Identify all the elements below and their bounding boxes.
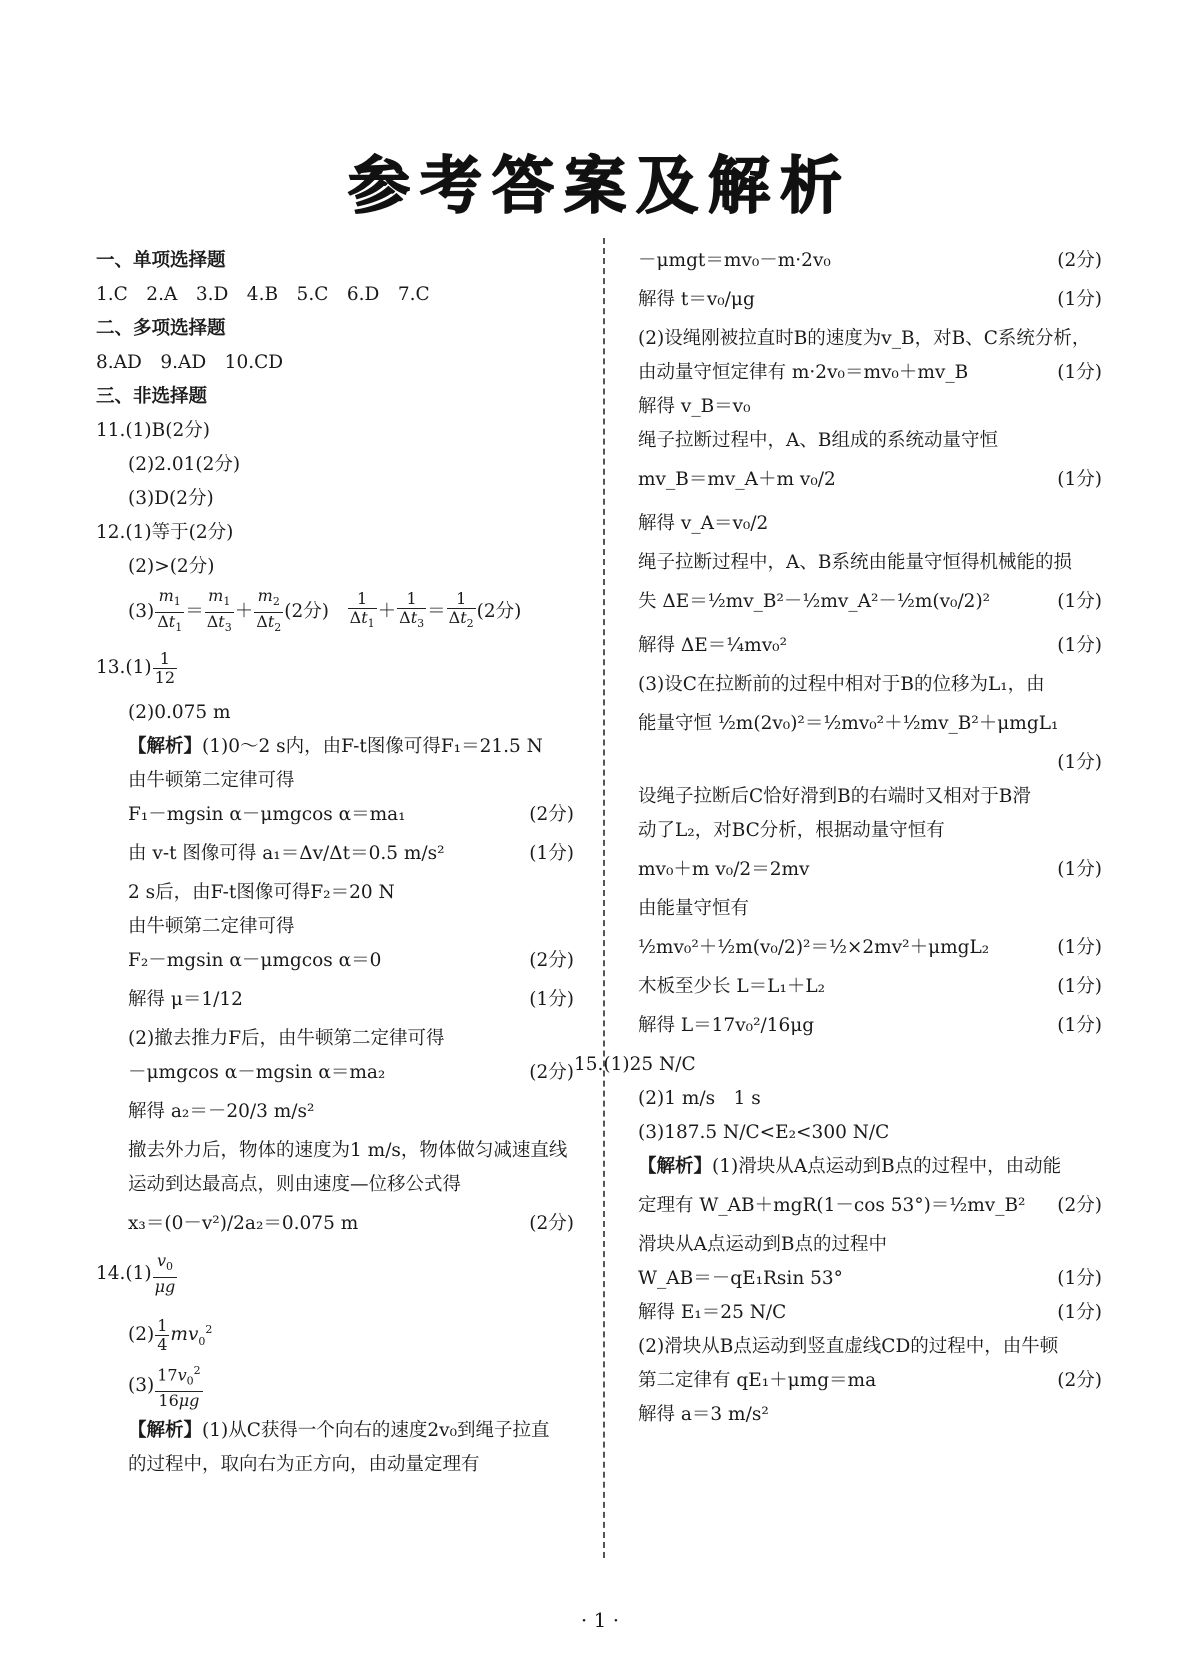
answer-line: 13.(1) $\frac{1}{12}$ (96, 648, 175, 687)
score: (1分) (1057, 635, 1102, 656)
equation-line: ½mv₀²＋½m(v₀/2)²＝½×2mv²＋μmgL₂ (1分) (638, 926, 1102, 970)
explanation-line: 绳子拉断过程中，A、B组成的系统动量守恒 (638, 430, 998, 451)
explanation-line: 【解析】(1)滑块从A点运动到B点的过程中，由动能 (638, 1156, 1062, 1177)
equation-line: 解得 μ＝1/12 (1分) (96, 978, 574, 1022)
equation-line: 解得 v_A＝v₀/2 (638, 513, 769, 534)
score: (2分) (1057, 1195, 1102, 1216)
explanation-tag: 【解析】 (128, 1420, 203, 1441)
answer-line: 15.(1)25 N/C (574, 1054, 696, 1075)
explanation-line: 撤去外力后，物体的速度为1 m/s，物体做匀减速直线 (128, 1140, 568, 1161)
score: (1分) (1057, 752, 1102, 773)
equation-line: 解得 E₁＝25 N/C (1分) (638, 1296, 1102, 1330)
explanation-line: 的过程中，取向右为正方向，由动量定理有 (128, 1454, 480, 1475)
score: (2分) (1057, 1370, 1102, 1391)
explanation-line: 绳子拉断过程中，A、B系统由能量守恒得机械能的损 (638, 552, 1072, 573)
explanation-line: 由能量守恒有 (638, 898, 750, 919)
score: (1分) (1057, 591, 1102, 612)
equation-line: 木板至少长 L＝L₁＋L₂ (1分) (638, 970, 1102, 1004)
answer-line: (2)2.01(2分) (128, 454, 241, 475)
section-heading: 一、单项选择题 (96, 250, 226, 271)
equation-line: 解得 a₂＝－20/3 m/s² (128, 1101, 315, 1122)
score: (1分) (1057, 289, 1102, 310)
equation-line: －μmgcos α－mgsin α＝ma₂ (2分) (96, 1056, 574, 1090)
explanation-line: (3)设C在拉断前的过程中相对于B的位移为L₁，由 (638, 674, 1045, 695)
explanation-line: 设绳子拉断后C恰好滑到B的右端时又相对于B滑 (638, 786, 1031, 807)
equation-line: 解得 ΔE＝¼mv₀² (1分) (638, 624, 1102, 668)
equation-line: 解得 t＝v₀/μg (1分) (638, 278, 1102, 322)
score-line (638, 746, 1102, 780)
page-title: 参考答案及解析 (347, 149, 852, 222)
equation-line: －μmgt＝mv₀－m·2v₀ (2分) (638, 244, 1102, 278)
equation-line: 定理有 W_AB＋mgR(1－cos 53°)＝½mv_B² (2分) (638, 1184, 1102, 1228)
equation-line: x₃＝(0－v²)/2a₂＝0.075 m (2分) (96, 1202, 574, 1246)
answer-line: 11.(1)B(2分) (96, 420, 210, 441)
section-heading: 二、多项选择题 (96, 318, 226, 339)
answer-line: (3) $\frac{m_1}{\Delta t_1}$ ＝ $\frac{m_1}{\Delta t_3}$ ＋ $\frac{m_2}{\Delta t_2}$ (2分) $\frac{1}{\Delta t_1}$ ＋ $\frac{1}{\Delta t_3}$ ＝ $\frac{1}{\Delta t_2}$ (2分) (128, 586, 522, 634)
equation-line: 失 ΔE＝½mv_B²－½mv_A²－½m(v₀/2)² (1分) (638, 580, 1102, 624)
score: (2分) (529, 950, 574, 971)
score: (1分) (1057, 469, 1102, 490)
equation-line: 由动量守恒定律有 m·2v₀＝mv₀＋mv_B (1分) (638, 356, 1102, 390)
equation-line: 能量守恒 ½m(2v₀)²＝½mv₀²＋½mv_B²＋μmgL₁ (638, 713, 1059, 734)
explanation-tag: 【解析】 (638, 1156, 713, 1177)
answer-line: 12.(1)等于(2分) (96, 522, 234, 543)
score: (2分) (529, 804, 574, 825)
explanation-line: (2)设绳刚被拉直时B的速度为v_B，对B、C系统分析， (638, 328, 1091, 349)
equation-line: 解得 L＝17v₀²/16μg (1分) (638, 1004, 1102, 1048)
score: (1分) (1057, 1015, 1102, 1036)
equation-line: W_AB＝－qE₁Rsin 53° (1分) (638, 1262, 1102, 1296)
answer-line: 14.(1) $\frac{v_0}{\mu g}$ (96, 1251, 176, 1296)
score: (1分) (529, 843, 574, 864)
explanation-line: 动了L₂，对BC分析，根据动量守恒有 (638, 820, 945, 841)
explanation-line: 滑块从A点运动到B点的过程中 (638, 1234, 887, 1255)
equation-line: 第二定律有 qE₁＋μmg＝ma (2分) (638, 1364, 1102, 1398)
equation-line: F₂－mgsin α－μmgcos α＝0 (2分) (96, 944, 574, 978)
score: (1分) (1057, 937, 1102, 958)
equation-line: 解得 v_B＝v₀ (638, 396, 751, 417)
answer-line: (2)0.075 m (128, 702, 231, 723)
explanation-tag: 【解析】 (128, 736, 203, 757)
score: (2分) (529, 1062, 574, 1083)
answer-line: (3)187.5 N/C<E₂<300 N/C (638, 1122, 890, 1143)
answer-line: 8.AD 9.AD 10.CD (96, 352, 284, 373)
answer-line: (2) $\frac{1}{4}$ $mv_0^2$ (128, 1315, 213, 1354)
score: (1分) (1057, 976, 1102, 997)
explanation-line: 2 s后，由F-t图像可得F₂＝20 N (128, 882, 395, 903)
equation-line: 由 v-t 图像可得 a₁＝Δv/Δt＝0.5 m/s² (1分) (96, 832, 574, 876)
equation-line: mv_B＝mv_A＋m v₀/2 (1分) (638, 458, 1102, 502)
equation-line: F₁－mgsin α－μmgcos α＝ma₁ (2分) (96, 798, 574, 832)
explanation-line: (2)滑块从B点运动到竖直虚线CD的过程中，由牛顿 (638, 1336, 1059, 1357)
explanation-line: (2)撤去推力F后，由牛顿第二定律可得 (128, 1028, 445, 1049)
equation-line: mv₀＋m v₀/2＝2mv (1分) (638, 848, 1102, 892)
left-column (96, 244, 574, 1482)
answer-line: (2)>(2分) (128, 556, 215, 577)
score: (2分) (529, 1213, 574, 1234)
score: (1分) (1057, 1268, 1102, 1289)
equation-line: 解得 a＝3 m/s² (638, 1404, 769, 1425)
explanation-line: 【解析】(1)0～2 s内，由F-t图像可得F₁＝21.5 N (128, 736, 543, 757)
answer-line: (3) $\frac{17v_0^2}{16\mu g}$ (128, 1364, 201, 1410)
answer-line: 1.C 2.A 3.D 4.B 5.C 6.D 7.C (96, 284, 430, 305)
score: (1分) (529, 989, 574, 1010)
explanation-line: 【解析】(1)从C获得一个向右的速度2v₀到绳子拉直 (128, 1420, 550, 1441)
score: (1分) (1057, 1302, 1102, 1323)
answer-line: (3)D(2分) (128, 488, 214, 509)
right-column (574, 244, 1102, 1432)
score: (1分) (1057, 859, 1102, 880)
explanation-line: 由牛顿第二定律可得 (128, 916, 295, 937)
score: (1分) (1057, 362, 1102, 383)
answer-line: (2)1 m/s 1 s (638, 1088, 761, 1109)
explanation-line: 由牛顿第二定律可得 (128, 770, 295, 791)
page-number: · 1 · (580, 1608, 620, 1632)
explanation-line: 运动到达最高点，则由速度—位移公式得 (128, 1174, 462, 1195)
section-heading: 三、非选择题 (96, 386, 208, 407)
score: (2分) (1057, 250, 1102, 271)
column-divider (603, 238, 605, 1558)
